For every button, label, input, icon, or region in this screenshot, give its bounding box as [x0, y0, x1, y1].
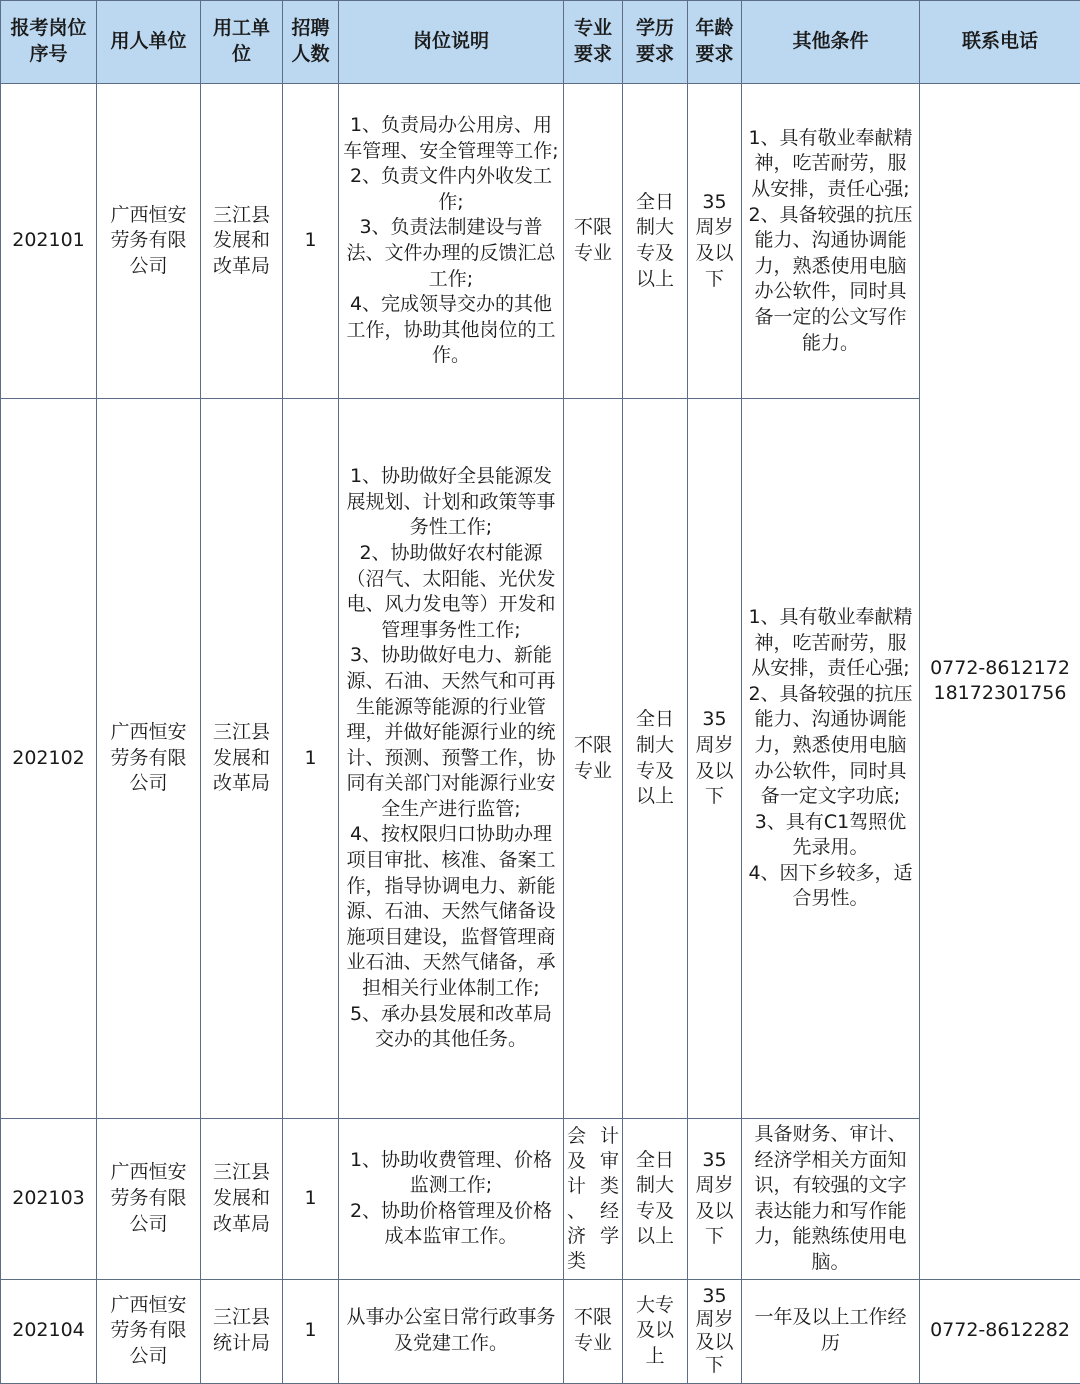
header-age: 年龄 要求	[688, 1, 742, 84]
header-major: 专业 要求	[564, 1, 623, 84]
row-employer: 广西恒安 劳务有限 公司	[97, 1279, 201, 1383]
row-employer: 广西恒安 劳务有限 公司	[97, 1119, 201, 1280]
row-other: 一年及以上工作经历	[742, 1279, 920, 1383]
row-age: 35 周岁 及以 下	[688, 1119, 742, 1280]
row-employer: 广西恒安 劳务有限 公司	[97, 399, 201, 1119]
shared-phone: 0772-8612172 18172301756	[920, 84, 1080, 1280]
row-dept: 三江县 发展和 改革局	[201, 84, 283, 399]
row-count: 1	[283, 84, 339, 399]
row-desc: 1、协助收费管理、价格监测工作; 2、协助价格管理及价格成本监审工作。	[339, 1119, 564, 1280]
header-row	[1, 1, 1080, 84]
table-row	[1, 1119, 1080, 1280]
row-other: 1、具有敬业奉献精神，吃苦耐劳，服从安排，责任心强; 2、具备较强的抗压能力、沟通协调能力，熟悉使用电脑办公软件，同时具备一定的公文写作能力。	[742, 84, 920, 399]
row-other: 1、具有敬业奉献精神，吃苦耐劳，服从安排，责任心强; 2、具备较强的抗压能力、沟通协调能力，熟悉使用电脑办公软件，同时具备一定文字功底; 3、具有C1驾照优先录用。 4、因下乡较多，适合男性。	[742, 399, 920, 1119]
row-major: 不限 专业	[564, 1279, 623, 1383]
row-edu: 全日 制大 专及 以上	[623, 399, 688, 1119]
row-other: 具备财务、审计、经济学相关方面知识，有较强的文字表达能力和写作能力，能熟练使用电脑。	[742, 1119, 920, 1280]
row-id: 202101	[1, 84, 97, 399]
header-other: 其他条件	[742, 1, 920, 84]
row-edu: 全日 制大 专及 以上	[623, 84, 688, 399]
row-desc: 1、负责局办公用房、用车管理、安全管理等工作; 2、负责文件内外收发工作; 3、负责法制建设与普法、文件办理的反馈汇总工作; 4、完成领导交办的其他工作，协助其他岗位的工作。	[339, 84, 564, 399]
row-count: 1	[283, 1119, 339, 1280]
header-phone: 联系电话	[920, 1, 1080, 84]
row-dept: 三江县 统计局	[201, 1279, 283, 1383]
row-desc: 从事办公室日常行政事务及党建工作。	[339, 1279, 564, 1383]
row-age: 35 周岁 及以 下	[688, 399, 742, 1119]
table-row	[1, 399, 1080, 1119]
row-edu: 全日 制大 专及 以上	[623, 1119, 688, 1280]
row-desc: 1、协助做好全县能源发展规划、计划和政策等事务性工作; 2、协助做好农村能源（沼气、太阳能、光伏发电、风力发电等）开发和管理事务性工作; 3、协助做好电力、新能源、石油、天然气和可再生能源等能源的行业管理，并做好能源行业的统计、预测、预警工作，协同有关部门对能源行业安全生产进行监管; 4、按权限归口协助办理项目审批、核准、备案工作，指导协调电力、新能源、石油、天然气储备设施项目建设，监督管理商业石油、天然气储备，承担相关行业体制工作; 5、承办县发展和改革局交办的其他任务。	[339, 399, 564, 1119]
table-row	[1, 84, 1080, 399]
header-id: 报考岗位 序号	[1, 1, 97, 84]
row-major: 会计 及审 计类 、经 济学 类	[564, 1119, 623, 1280]
row-id: 202103	[1, 1119, 97, 1280]
header-count: 招聘 人数	[283, 1, 339, 84]
row-id: 202102	[1, 399, 97, 1119]
row-dept: 三江县 发展和 改革局	[201, 399, 283, 1119]
row-major: 不限 专业	[564, 84, 623, 399]
header-dept: 用工单 位	[201, 1, 283, 84]
header-edu: 学历 要求	[623, 1, 688, 84]
row-id: 202104	[1, 1279, 97, 1383]
row-major: 不限 专业	[564, 399, 623, 1119]
header-employer: 用人单位	[97, 1, 201, 84]
row-phone: 0772-8612282	[920, 1279, 1080, 1383]
row-age: 35 周岁 及以 下	[688, 84, 742, 399]
row-employer: 广西恒安 劳务有限 公司	[97, 84, 201, 399]
header-desc: 岗位说明	[339, 1, 564, 84]
table-row	[1, 1279, 1080, 1383]
row-dept: 三江县 发展和 改革局	[201, 1119, 283, 1280]
row-count: 1	[283, 399, 339, 1119]
row-count: 1	[283, 1279, 339, 1383]
row-age: 35 周岁 及以 下	[688, 1279, 742, 1383]
row-edu: 大专 及以 上	[623, 1279, 688, 1383]
